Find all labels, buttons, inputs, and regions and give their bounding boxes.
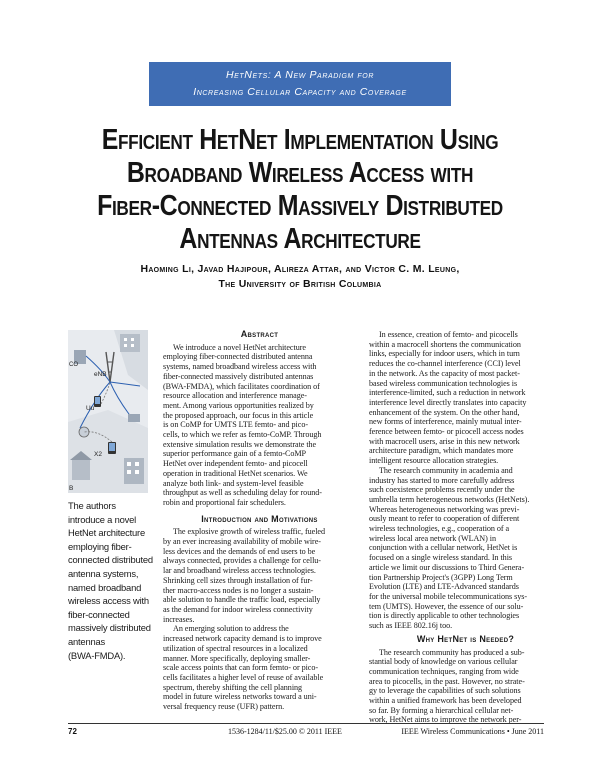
text-line: by an ever increasing availability of mobile wire-: [163, 537, 321, 547]
paragraph-why: [369, 648, 562, 726]
text-line: analyze both link- and system-level feasible: [163, 478, 304, 488]
text-line: such coexistence problems recently under the: [369, 485, 515, 495]
text-line: work, HetNet aims to improve the network per-: [369, 715, 522, 725]
text-line: systems, named broadband wireless access with: [163, 362, 317, 372]
text-line: model in future wireless networks toward a uni-: [163, 692, 317, 702]
text-line: Whereas heterogeneous networking was previ-: [369, 504, 520, 514]
text-line: wireless local area network (WLAN) in: [369, 533, 496, 543]
text-line: increases.: [163, 614, 195, 624]
house-icon: [72, 460, 90, 480]
author-block: [60, 262, 540, 292]
page-footer: [68, 723, 544, 738]
text-line: enhancement of the system. On the other hand,: [369, 407, 520, 417]
title-line: Fiber-Connected Massively Distributed: [97, 190, 503, 222]
building-icon: [120, 334, 140, 352]
text-line: conjunction with a cellular network, HetNet is: [369, 543, 518, 553]
text-line: robin and proportional fair schedulers.: [163, 497, 286, 507]
text-line: spectrum, thereby shifting the cell planning: [163, 682, 303, 692]
text-line: resource allocation and interference manage-: [163, 391, 307, 401]
pull-quote-line: (BWA-FMDA).: [68, 649, 126, 661]
text-line: Shrinking cell sizes through installation of fur-: [163, 575, 313, 585]
text-line: cells, to which we refer as femto-CoMP. Through: [163, 430, 322, 440]
text-line: Evolution (LTE) and LTE-Advanced standards: [369, 582, 519, 592]
text-line: reduces the co-channel interference (CCI) level: [369, 359, 521, 369]
base-station-icon: [128, 414, 140, 422]
figure-label-x2: X2: [94, 451, 102, 458]
text-line: fiber-connected massively distributed antennas: [163, 371, 314, 381]
text-line: tem (UMTS). However, the essence of our solu-: [369, 601, 524, 611]
text-line: for the universal mobile telecommunications sys-: [369, 591, 528, 601]
text-line: throughput as well as scheduling delay for round-: [163, 488, 322, 498]
text-line: An emerging solution to address the: [173, 624, 289, 634]
text-line: less devices and the demands of end users to be: [163, 546, 316, 556]
abstract-paragraph: [163, 343, 356, 508]
pull-quote: [68, 499, 153, 662]
figure-label-uu: Uu: [86, 405, 95, 412]
text-line: links, especially for indoor users, which in turn: [369, 349, 520, 359]
text-line: able solution to handle the traffic load, especially: [163, 595, 321, 605]
text-line: The research community has produced a sub-: [379, 647, 525, 657]
text-line: intelligent resource allocation strategies.: [369, 456, 499, 466]
text-line: in the network. As the capacity of most packet-: [369, 368, 520, 378]
text-line: tion Partnership Project's (3GPP) Long Term: [369, 572, 513, 582]
article-title: [76, 124, 523, 256]
text-line: The research community in academia and: [379, 465, 513, 475]
text-line: is on CoMP for UMTS LTE femto- and pico-: [163, 420, 308, 430]
text-line: operation in traditional HetNet scenarios. We: [163, 468, 308, 478]
text-line: architecture paradigm, which mandates more: [369, 446, 514, 456]
text-line: with macrocell users, arise in this new network: [369, 436, 520, 446]
page-number: 72: [68, 727, 77, 736]
text-line: always connected, provides a challenge for cellu-: [163, 556, 321, 566]
text-line: increased network capacity demand is to improve: [163, 634, 322, 644]
text-line: communication techniques, ranging from wide: [369, 666, 519, 676]
text-line: manner. More specifically, deploying smaller-: [163, 653, 311, 663]
text-line: superior performance gain of a femto-CoMP: [163, 449, 307, 459]
why-hetnet-heading: Why HetNet is Needed?: [416, 633, 515, 644]
text-line: wireless technologies, e.g., cooperation of a: [369, 524, 510, 534]
text-line: scale access points that can form femto- or pico-: [163, 663, 319, 673]
text-line: ment. Among various opportunities realized by: [163, 400, 314, 410]
journal-name: IEEE Wireless Communications • June 2011: [401, 727, 544, 736]
paragraph-research: [369, 466, 562, 631]
right-column: [369, 330, 562, 725]
text-line: such as IEEE 802.16j too.: [369, 621, 453, 631]
text-line: ously meant to refer to cooperation of different: [369, 514, 520, 524]
text-line: versal frequency reuse (UFR) pattern.: [163, 702, 285, 712]
pull-quote-line: named broadband: [68, 581, 142, 593]
author-affiliation: The University of British Columbia: [218, 278, 382, 290]
issn-copyright: 1536-1284/11/$25.00 © 2011 IEEE: [228, 727, 342, 736]
text-line: interference level directly translates into capacity: [369, 397, 527, 407]
introduction-heading: Introduction and Motivations: [201, 513, 318, 524]
intro-paragraph-2: [163, 624, 356, 711]
figure-label-co: CO: [69, 362, 78, 368]
pull-quote-line: fiber-connected: [68, 608, 130, 620]
text-line: tion is directly applicable to other technologies: [369, 611, 520, 621]
text-line: interference-limited, such a reduction in network: [369, 388, 526, 398]
text-line: stantial body of knowledge on various cellular: [369, 657, 518, 667]
text-line: ference between femto- or picocell access nodes: [369, 427, 524, 437]
text-line: focused on a single wireless standard. In this: [369, 553, 513, 563]
femtocell-icon: [79, 427, 89, 437]
title-line: Antennas Architecture: [179, 223, 421, 255]
text-line: within a unified framework has been developed: [369, 696, 522, 706]
text-line: industry has started to more carefully address: [369, 475, 515, 485]
text-line: We introduce a novel HetNet architecture: [173, 342, 306, 352]
text-line: ther macro-access nodes is no longer a sustain-: [163, 585, 314, 595]
text-line: (BWA-FMDA), which facilitates coordination of: [163, 381, 320, 391]
text-line: The explosive growth of wireless traffic, fueled: [173, 527, 325, 537]
text-line: extensive simulation results we demonstrate the: [163, 439, 317, 449]
intro-paragraph-1: [163, 527, 356, 624]
text-line: area to picocells, in the past. However, no strate-: [369, 676, 525, 686]
paragraph-essence: [369, 330, 562, 466]
text-line: the proposed approach, our focus in this article: [163, 410, 314, 420]
pull-quote-line: HetNet architecture: [68, 527, 145, 539]
left-column: [163, 330, 356, 712]
title-line: Broadband Wireless Access with: [126, 157, 474, 189]
text-line: based wireless communication technologies is: [369, 378, 518, 388]
text-line: In essence, creation of femto- and picocells: [379, 330, 518, 339]
text-line: so far. By forming a hierarchical cellular net-: [369, 705, 514, 715]
pull-quote-line: massively distributed: [68, 622, 151, 634]
author-names: Haoming Li, Javad Hajipour, Alireza Attar, and Victor C. M. Leung,: [140, 263, 460, 275]
text-line: new forms of interference, mainly mutual inter-: [369, 417, 522, 427]
text-line: HetNet over independent femto- and picocell: [163, 459, 308, 469]
series-banner: [149, 62, 451, 106]
text-line: lar and broadband wireless access technologies.: [163, 566, 316, 576]
pull-quote-line: The authors: [68, 500, 116, 511]
text-line: employing fiber-connected distributed antenna: [163, 352, 313, 362]
figure-label-enb: eNB: [94, 371, 107, 378]
architecture-figure: [68, 330, 148, 493]
text-line: cells facilitates a higher level of reuse of available: [163, 672, 324, 682]
text-line: article we limit our discussions to Third Genera-: [369, 562, 525, 572]
title-line: Efficient HetNet Implementation Using: [101, 124, 499, 156]
text-line: gy to leverage the capabilities of such solutions: [369, 686, 521, 696]
pull-quote-line: antennas: [68, 635, 105, 647]
network-diagram: [68, 330, 148, 493]
pull-quote-line: wireless access with: [68, 595, 149, 607]
pull-quote-line: introduce a novel: [68, 513, 137, 525]
pull-quote-line: connected distributed: [68, 554, 153, 566]
text-line: utilization of spectral resources in a localized: [163, 643, 308, 653]
abstract-heading: Abstract: [240, 329, 279, 339]
text-line: as the demand for indoor wireless connectivity: [163, 604, 313, 614]
banner-line-2: Increasing Cellular Capacity and Coverage: [193, 86, 407, 98]
figure-label-b: B: [69, 485, 74, 492]
text-line: within a macrocell shortens the communication: [369, 339, 521, 349]
text-line: umbrella term heterogeneous networks (HetNets).: [369, 494, 530, 504]
banner-line-1: HetNets: A New Paradigm for: [225, 69, 375, 81]
pull-quote-line: employing fiber-: [68, 540, 132, 552]
pull-quote-line: antenna systems,: [68, 567, 139, 579]
